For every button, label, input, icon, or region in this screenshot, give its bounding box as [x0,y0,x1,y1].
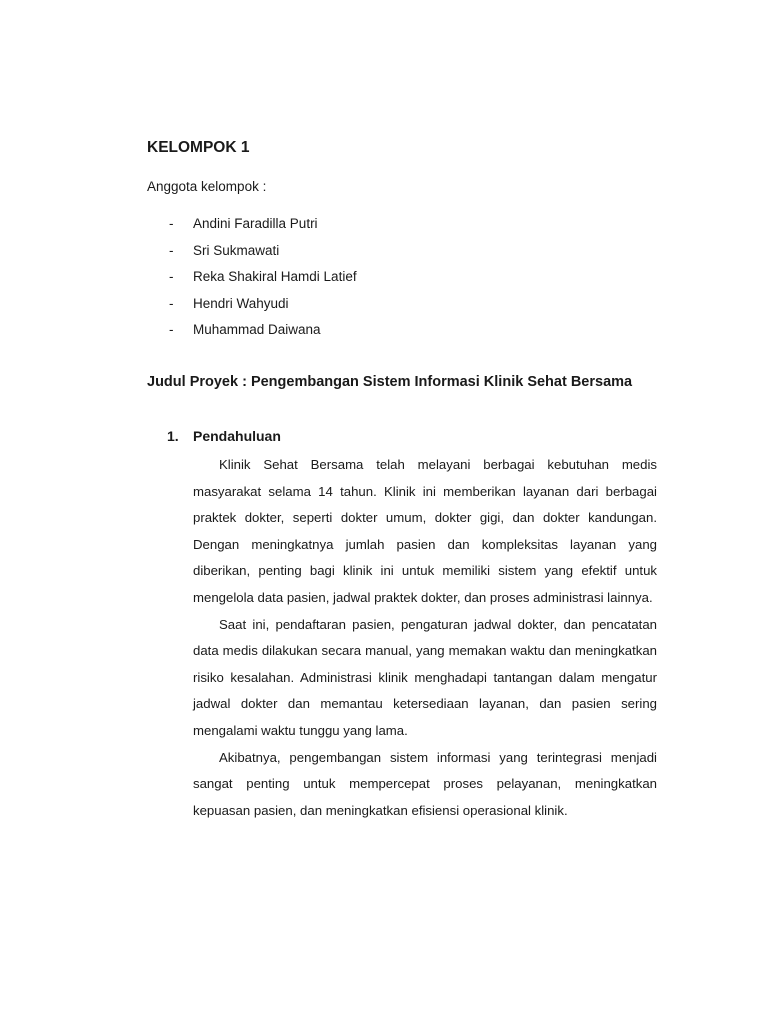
list-item [147,320,547,347]
member-name: Muhammad Daiwana [193,322,321,338]
list-item [147,294,547,321]
body-paragraph: Saat ini, pendaftaran pasien, pengaturan jadwal dokter, dan pencatatan data medis dilakukan secara manual, yang memakan waktu dan meningkatkan risiko kesalahan. Administrasi klinik menghadapi tantangan dalam mengatur jadwal dokter dan memantau ketersediaan layanan, dan pasien sering mengalami waktu tunggu yang lama. [193,616,657,738]
project-title: Judul Proyek : Pengembangan Sistem Informasi Klinik Sehat Bersama [147,374,633,390]
member-name: Sri Sukmawati [193,242,280,258]
list-item [147,214,547,241]
body-paragraph: Akibatnya, pengembangan sistem informasi yang terintegrasi menjadi sangat penting untuk mempercepat proses pelayanan, meningkatkan kepuasan pasien, dan meningkatkan efisiensi operasional klinik. [193,749,657,818]
list-item [147,241,547,268]
section-heading-text: Pendahuluan [193,428,281,444]
bullet-dash: - [169,322,174,338]
body-paragraph: Klinik Sehat Bersama telah melayani berbagai kebutuhan medis masyarakat selama 14 tahun. Klinik ini memberikan layanan dari berbagai praktek dokter, seperti dokter umum, dokter gigi, dan dokter kandungan. Dengan meningkatnya jumlah pasien dan kompleksitas layanan yang diberikan, penting bagi klinik ini untuk memiliki sistem yang efektif untuk mengelola data pasien, jadwal praktek dokter, dan proses administrasi lainnya. [193,457,657,605]
bullet-dash: - [169,216,174,231]
list-item [147,267,547,294]
section-body [193,452,657,824]
section-number: 1. [167,428,179,444]
member-name: Reka Shakiral Hamdi Latief [193,269,357,285]
member-name: Hendri Wahyudi [193,295,289,311]
group-title: KELOMPOK 1 [147,139,250,156]
member-name: Andini Faradilla Putri [193,216,318,231]
bullet-dash: - [169,295,174,311]
bullet-dash: - [169,242,174,258]
bullet-dash: - [169,269,174,285]
member-list [147,214,547,347]
members-label: Anggota kelompok : [147,179,267,194]
section-heading [167,428,281,444]
